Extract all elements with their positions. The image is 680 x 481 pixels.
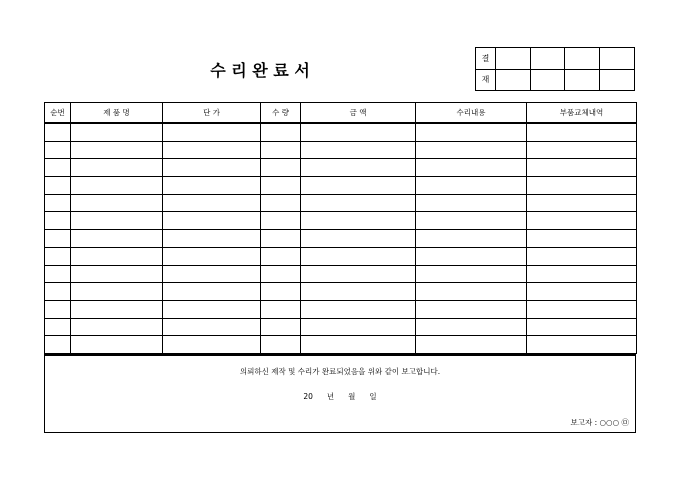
table-cell[interactable] (45, 230, 71, 248)
table-cell[interactable] (71, 123, 163, 141)
table-cell[interactable] (301, 194, 416, 212)
table-cell[interactable] (416, 265, 527, 283)
approval-signature-cell[interactable] (495, 69, 530, 91)
table-cell[interactable] (45, 318, 71, 336)
reporter-line: 보고자 : ○○○ ㉤ (570, 418, 629, 427)
table-row (45, 230, 637, 248)
table-row (45, 141, 637, 159)
table-cell[interactable] (163, 283, 261, 301)
approval-cell[interactable] (565, 48, 600, 70)
table-cell[interactable] (163, 212, 261, 230)
table-cell[interactable] (71, 247, 163, 265)
approval-cell[interactable] (530, 48, 565, 70)
table-cell[interactable] (71, 336, 163, 354)
header-amount: 금 액 (301, 103, 416, 124)
date-year-unit: 년 (326, 392, 335, 401)
table-cell[interactable] (45, 159, 71, 177)
header-repair-details: 수리내용 (416, 103, 527, 124)
table-cell[interactable] (301, 212, 416, 230)
table-cell[interactable] (301, 230, 416, 248)
header-seq: 순번 (45, 103, 71, 124)
table-cell[interactable] (416, 283, 527, 301)
report-date (45, 391, 635, 402)
table-cell[interactable] (45, 300, 71, 318)
table-cell[interactable] (416, 212, 527, 230)
table-row (45, 212, 637, 230)
table-cell[interactable] (301, 336, 416, 354)
table-row (45, 336, 637, 354)
table-header-row (45, 103, 637, 124)
table-cell[interactable] (301, 300, 416, 318)
table-cell[interactable] (261, 283, 301, 301)
table-cell[interactable] (416, 177, 527, 195)
table-cell[interactable] (163, 159, 261, 177)
table-cell[interactable] (527, 265, 637, 283)
table-cell[interactable] (71, 283, 163, 301)
date-month-unit: 월 (348, 392, 356, 401)
table-cell[interactable] (527, 230, 637, 248)
table-cell[interactable] (527, 123, 637, 141)
table-cell[interactable] (301, 159, 416, 177)
header-unit-price: 단 가 (163, 103, 261, 124)
table-cell[interactable] (45, 194, 71, 212)
document-title: 수 리 완 료 서 (210, 61, 310, 80)
repair-table (44, 102, 637, 354)
table-row (45, 177, 637, 195)
table-row (45, 318, 637, 336)
table-cell[interactable] (416, 123, 527, 141)
approval-cell[interactable] (495, 48, 530, 70)
table-cell[interactable] (163, 300, 261, 318)
table-cell[interactable] (163, 230, 261, 248)
table-cell[interactable] (45, 177, 71, 195)
header-quantity: 수 량 (261, 103, 301, 124)
table-cell[interactable] (71, 318, 163, 336)
table-cell[interactable] (261, 247, 301, 265)
table-cell[interactable] (45, 283, 71, 301)
table-cell[interactable] (163, 194, 261, 212)
table-cell[interactable] (527, 159, 637, 177)
header-parts-replaced: 부품교체내역 (527, 103, 637, 124)
table-cell[interactable] (416, 318, 527, 336)
table-cell[interactable] (527, 300, 637, 318)
table-cell[interactable] (261, 336, 301, 354)
table-cell[interactable] (45, 247, 71, 265)
table-cell[interactable] (527, 318, 637, 336)
table-cell[interactable] (416, 300, 527, 318)
approval-signature-cell[interactable] (565, 69, 600, 91)
header-product: 제 품 명 (71, 103, 163, 124)
table-cell[interactable] (527, 141, 637, 159)
approval-box (475, 47, 635, 91)
table-cell[interactable] (45, 212, 71, 230)
table-cell[interactable] (261, 141, 301, 159)
table-cell[interactable] (527, 283, 637, 301)
table-cell[interactable] (301, 283, 416, 301)
approval-signature-cell[interactable] (600, 69, 635, 91)
table-cell[interactable] (163, 123, 261, 141)
table-cell[interactable] (45, 141, 71, 159)
report-footer (44, 354, 636, 433)
table-cell[interactable] (163, 247, 261, 265)
table-cell[interactable] (527, 336, 637, 354)
table-row (45, 300, 637, 318)
table-cell[interactable] (71, 212, 163, 230)
table-cell[interactable] (71, 230, 163, 248)
table-cell[interactable] (416, 159, 527, 177)
table-cell[interactable] (527, 212, 637, 230)
table-cell[interactable] (301, 177, 416, 195)
table-row (45, 194, 637, 212)
table-cell[interactable] (71, 177, 163, 195)
table-row (45, 283, 637, 301)
table-cell[interactable] (71, 159, 163, 177)
table-cell[interactable] (261, 159, 301, 177)
table-cell[interactable] (527, 247, 637, 265)
table-cell[interactable] (45, 123, 71, 141)
date-day-unit: 일 (369, 392, 377, 401)
table-cell[interactable] (416, 141, 527, 159)
table-row (45, 159, 637, 177)
table-row (45, 123, 637, 141)
table-cell[interactable] (301, 141, 416, 159)
table-cell[interactable] (261, 123, 301, 141)
table-cell[interactable] (261, 318, 301, 336)
table-cell[interactable] (301, 247, 416, 265)
table-cell[interactable] (261, 212, 301, 230)
table-cell[interactable] (416, 194, 527, 212)
table-cell[interactable] (71, 141, 163, 159)
table-cell[interactable] (301, 123, 416, 141)
table-cell[interactable] (163, 336, 261, 354)
table-cell[interactable] (416, 336, 527, 354)
table-cell[interactable] (301, 318, 416, 336)
approval-label-bottom: 재 (476, 69, 496, 91)
table-cell[interactable] (163, 177, 261, 195)
table-cell[interactable] (416, 230, 527, 248)
table-row (45, 247, 637, 265)
table-cell[interactable] (163, 318, 261, 336)
table-cell[interactable] (261, 177, 301, 195)
approval-cell[interactable] (600, 48, 635, 70)
table-cell[interactable] (261, 230, 301, 248)
table-cell[interactable] (71, 300, 163, 318)
table-cell[interactable] (261, 265, 301, 283)
table-cell[interactable] (527, 194, 637, 212)
report-message: 의뢰하신 제작 및 수리가 완료되었음을 위와 같이 보고합니다. (239, 367, 441, 376)
table-cell[interactable] (163, 141, 261, 159)
table-cell[interactable] (261, 300, 301, 318)
table-cell[interactable] (45, 265, 71, 283)
table-row (45, 265, 637, 283)
table-cell[interactable] (416, 247, 527, 265)
table-cell[interactable] (163, 265, 261, 283)
table-cell[interactable] (45, 336, 71, 354)
date-year: 20 (303, 392, 313, 401)
table-cell[interactable] (527, 177, 637, 195)
table-cell[interactable] (261, 194, 301, 212)
approval-label-top: 결 (476, 48, 496, 70)
table-cell[interactable] (301, 265, 416, 283)
table-cell[interactable] (71, 194, 163, 212)
table-cell[interactable] (71, 265, 163, 283)
approval-signature-cell[interactable] (530, 69, 565, 91)
